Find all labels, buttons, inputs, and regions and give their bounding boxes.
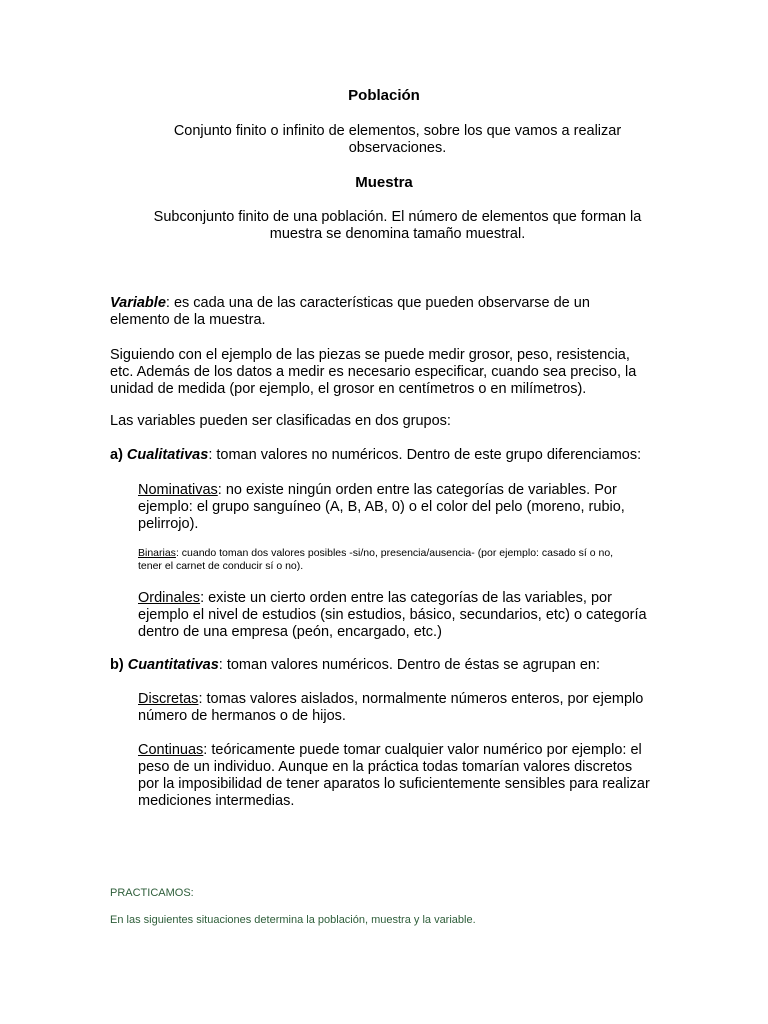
- ordinales-line: dentro de una empresa (peón, encargado, etc.): [138, 624, 442, 640]
- variable-paragraph: [110, 295, 690, 329]
- poblacion-definition-line: Conjunto finito o infinito de elementos, sobre los que vamos a realizar: [173, 123, 622, 139]
- example-paragraph: [110, 347, 690, 398]
- cualitativas-prefix: a): [110, 447, 127, 463]
- muestra-definition-line: muestra se denomina tamaño muestral.: [269, 226, 526, 242]
- muestra-title: Muestra: [355, 174, 413, 191]
- nominativas-term: Nominativas: [138, 482, 218, 498]
- practicamos-heading: PRACTICAMOS:: [110, 887, 194, 899]
- variable-text: : es cada una de las características que pueden observarse de un: [165, 295, 590, 311]
- discretas-paragraph: [138, 691, 693, 725]
- nominativas-line: pelirrojo).: [138, 516, 199, 532]
- cualitativas-term: Cualitativas: [126, 447, 209, 463]
- discretas-line: número de hermanos o de hijos.: [138, 708, 346, 724]
- ordinales-term: Ordinales: [138, 590, 201, 606]
- discretas-term: Discretas: [138, 691, 199, 707]
- cuantitativas-text: : toman valores numéricos. Dentro de éstas se agrupan en:: [218, 657, 601, 673]
- ordinales-paragraph: [138, 590, 693, 641]
- example-line: unidad de medida (por ejemplo, el grosor en centímetros o en milímetros).: [110, 381, 587, 397]
- poblacion-title: Población: [348, 87, 420, 104]
- ordinales-line: ejemplo el nivel de estudios (sin estudios, básico, secundarios, etc) o categoría: [138, 607, 647, 623]
- cuantitativas-paragraph: [110, 657, 690, 674]
- continuas-line: peso de un individuo. Aunque en la práctica todas tomarían valores discretos: [138, 759, 633, 775]
- continuas-paragraph: [138, 742, 693, 810]
- muestra-definition: [130, 209, 665, 243]
- variable-text-line: elemento de la muestra.: [110, 312, 266, 328]
- poblacion-definition: [130, 123, 665, 157]
- binarias-term: Binarias: [138, 547, 176, 559]
- example-line: Siguiendo con el ejemplo de las piezas se puede medir grosor, peso, resistencia,: [110, 347, 630, 363]
- binarias-paragraph: [138, 547, 693, 573]
- continuas-line: mediciones intermedias.: [138, 793, 295, 809]
- cuantitativas-term: Cuantitativas: [127, 657, 219, 673]
- example-line: etc. Además de los datos a medir es necesario especificar, cuando sea preciso, la: [110, 364, 637, 380]
- cuantitativas-prefix: b): [110, 657, 128, 673]
- classification-paragraph: Las variables pueden ser clasificadas en dos grupos:: [110, 413, 451, 429]
- poblacion-definition-line: observaciones.: [348, 140, 447, 156]
- discretas-text: : tomas valores aislados, normalmente números enteros, por ejemplo: [198, 691, 644, 707]
- binarias-line: tener el carnet de conducir sí o no).: [138, 560, 304, 572]
- variable-term: Variable: [110, 295, 166, 311]
- continuas-text: : teóricamente puede tomar cualquier valor numérico por ejemplo: el: [203, 742, 642, 758]
- nominativas-line: ejemplo: el grupo sanguíneo (A, B, AB, 0) o el color del pelo (moreno, rubio,: [138, 499, 625, 515]
- practicamos-instructions: En las siguientes situaciones determina la población, muestra y la variable.: [110, 914, 476, 926]
- continuas-line: por la imposibilidad de tener aparatos lo suficientemente sensibles para realizar: [138, 776, 650, 792]
- cualitativas-paragraph: [110, 447, 690, 464]
- nominativas-text: : no existe ningún orden entre las categorías de variables. Por: [217, 482, 617, 498]
- muestra-definition-line: Subconjunto finito de una población. El número de elementos que forman la: [153, 209, 642, 225]
- continuas-term: Continuas: [138, 742, 204, 758]
- binarias-text: : cuando toman dos valores posibles -si/no, presencia/ausencia- (por ejemplo: casado sí o no,: [175, 547, 614, 559]
- ordinales-text: : existe un cierto orden entre las categorías de las variables, por: [200, 590, 612, 606]
- cualitativas-text: : toman valores no numéricos. Dentro de este grupo diferenciamos:: [208, 447, 642, 463]
- nominativas-paragraph: [138, 482, 693, 533]
